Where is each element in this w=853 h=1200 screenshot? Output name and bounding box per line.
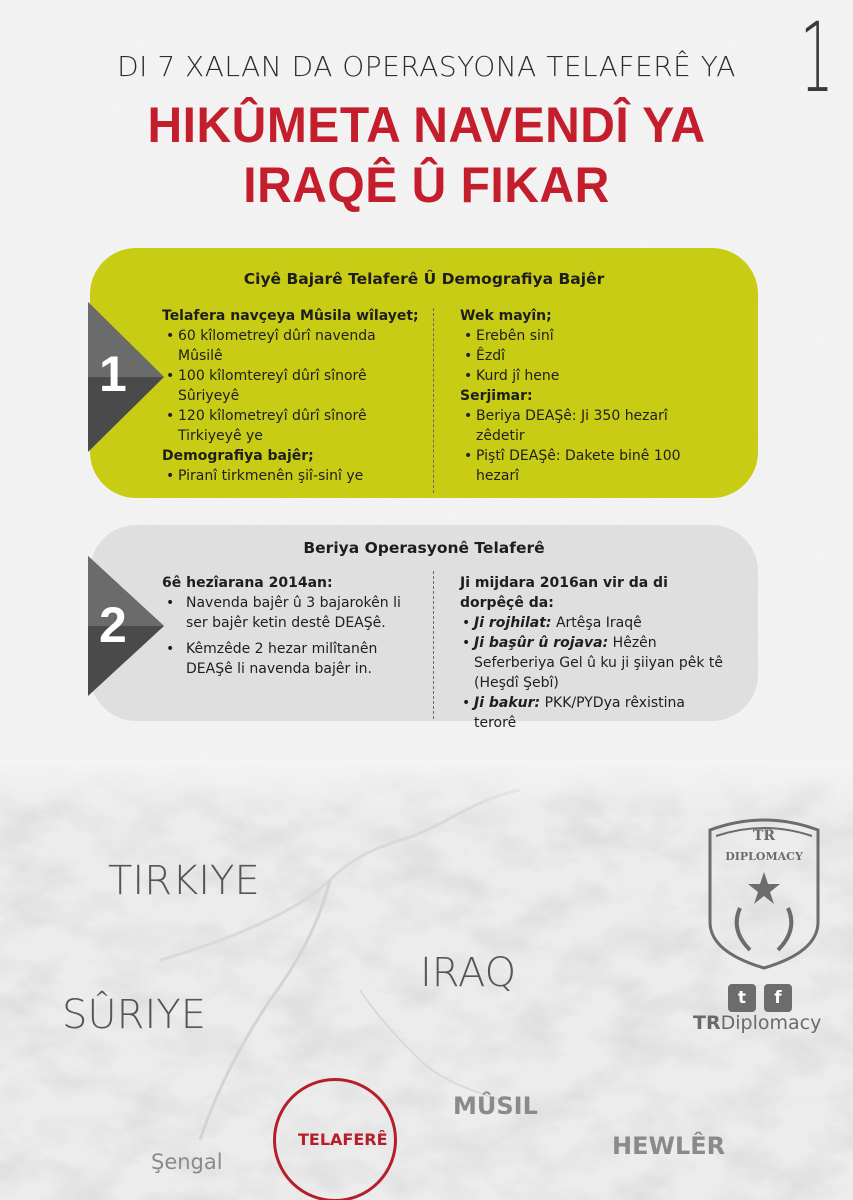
demography-heading: Demografiya bajêr; [162,448,314,464]
brand-handle-rest: Diplomacy [720,1012,822,1034]
list-item: • Piranî tirkmenên şiî-sinî ye [162,466,424,486]
siege-heading: Ji mijdara 2016an vir da di dorpêçê da: [460,575,668,611]
list-item: • Kêmzêde 2 hezar milîtanên DEAŞê li navenda bajêr in. [162,639,424,679]
section-2-number: 2 [99,597,127,653]
direction-label: Ji bakur: [474,695,541,711]
list-item [460,633,730,693]
direction-label: Ji rojhilat: [474,615,552,631]
brand-handle [693,1012,821,1034]
section-1-number: 1 [99,346,127,402]
map-label-telafere: TELAFERÊ [298,1130,388,1149]
list-item: • 100 kîlomtereyî dûrî sînorê Sûriyeyê [162,366,424,406]
list-item: • Beriya DEAŞê: Ji 350 hezarî zêdetir [460,406,720,446]
date-heading: 6ê hezîarana 2014an: [162,575,333,591]
direction-text: PKK/PYDya rêxistina terorê [474,695,686,731]
map-label-hewler: HEWLÊR [612,1132,726,1160]
list-item: • Erebên sinî [460,326,720,346]
section-2-card [90,525,758,731]
direction-text: Artêşa Iraqê [555,615,642,631]
list-item [460,613,730,633]
section-1-title: Ciyê Bajarê Telaferê Û Demografiya Bajêr [243,270,605,288]
section-2-title: Beriya Operasyonê Telaferê [303,539,545,557]
twitter-icon[interactable]: t [728,984,756,1012]
list-item: • Piştî DEAŞê: Dakete binê 100 hezarî [460,446,720,486]
location-heading: Telafera navçeya Mûsila wîlayet; [162,308,419,324]
list-item: • Navenda bajêr û 3 bajarokên li ser bajêr ketin destê DEAŞê. [162,593,424,633]
map-label-tirkiye: TIRKIYE [108,858,260,904]
population-heading: Serjimar: [460,388,533,404]
page-number: 1 [800,2,834,114]
star-icon [748,872,780,904]
section-1-card [90,248,758,498]
tr-diplomacy-logo [700,812,828,972]
map-label-musil: MÛSIL [453,1092,538,1120]
list-item [460,693,730,733]
section-2-right-column [460,573,730,733]
brand-handle-bold: TR [693,1012,721,1034]
section-1-divider [433,308,434,493]
section-2-divider [433,571,434,719]
map-label-suriye: SÛRIYE [62,992,206,1038]
section-1-right-column [460,306,720,486]
map-label-iraq: IRAQ [420,950,517,996]
list-item: • Kurd jî hene [460,366,720,386]
title-line-2: IRAQÊ Û FIKAR [243,157,610,214]
direction-label: Ji başûr û rojava: [474,635,609,651]
direction-text: Hêzên Seferberiya Gel û ku ji şiiyan pêk tê (Heşdî Şebî) [474,635,724,691]
map-label-sengal: Şengal [151,1150,223,1174]
section-2-left-column [162,573,424,679]
list-item: • 120 kîlometreyî dûrî sînorê Tirkiyeyê ye [162,406,424,446]
logo-text-top: TR [752,828,776,844]
facebook-icon[interactable]: f [764,984,792,1012]
logo-text-ring: DIPLOMACY [725,850,803,863]
title-line-1: HIKÛMETA NAVENDÎ YA [147,97,706,154]
others-heading: Wek mayîn; [460,308,552,324]
list-item: • 60 kîlometreyî dûrî navenda Mûsilê [162,326,424,366]
list-item: • Êzdî [460,346,720,366]
section-1-left-column [162,306,424,486]
pretitle: DI 7 XALAN DA OPERASYONA TELAFERÊ YA [117,50,736,83]
